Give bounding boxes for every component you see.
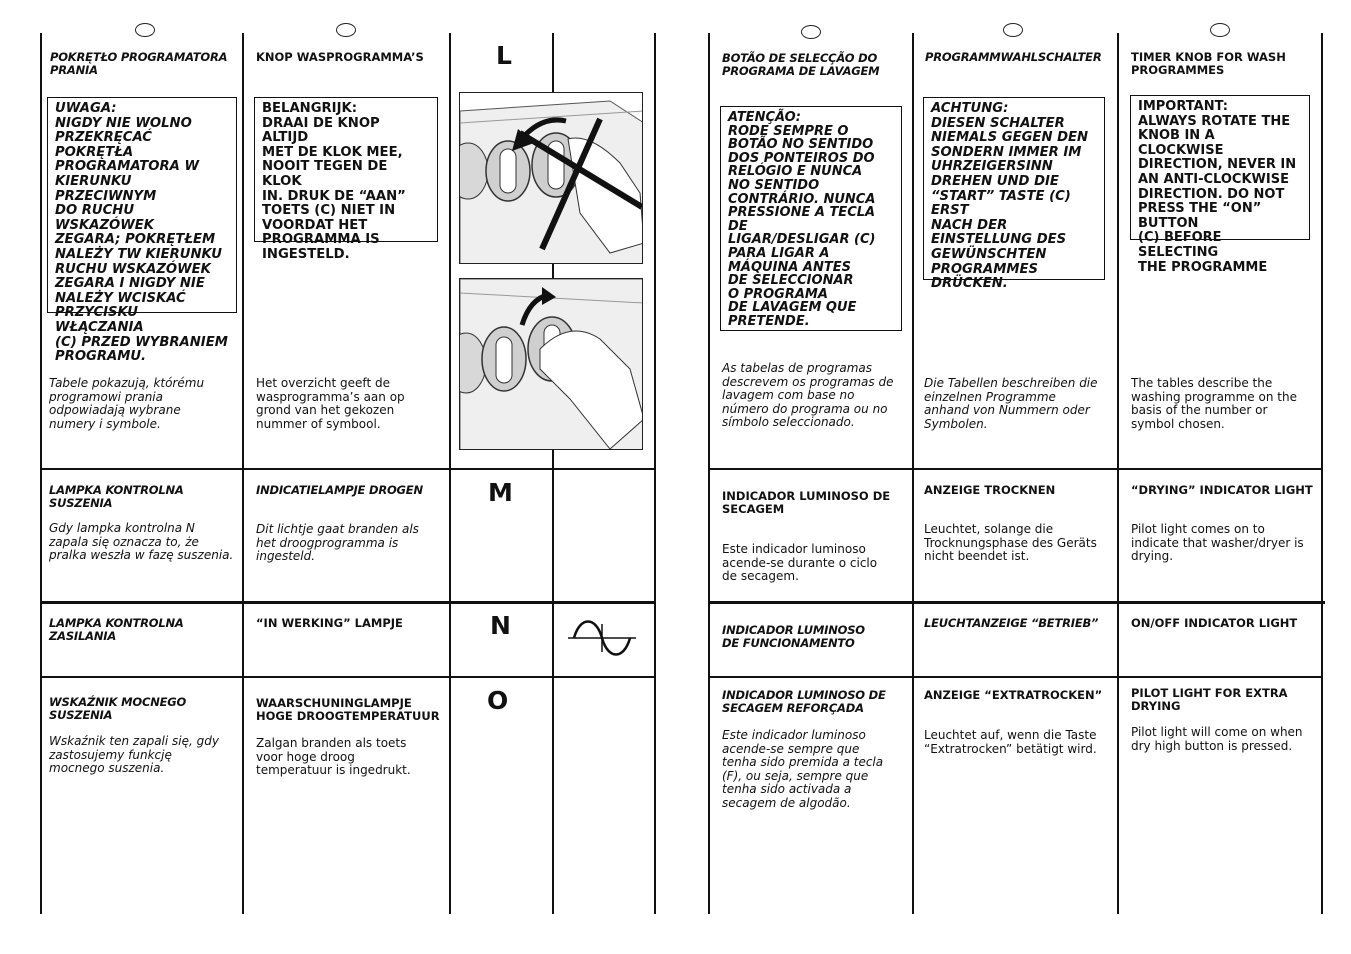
indicator-letter-m: M [488,478,513,507]
right-row-divider-2 [708,601,1325,604]
power-light-title: “IN WERKING” LAMPJE [256,616,403,630]
drying-light-text: Pilot light comes on to indicate that washer/dryer is drying. [1131,522,1304,563]
sine-wave-icon [566,618,638,658]
drying-light-title: “DRYING” INDICATOR LIGHT [1131,483,1313,497]
warning-box: ACHTUNG: DIESEN SCHALTER NIEMALS GEGEN DEN SONDERN IMMER IM UHRZEIGERSINN DREHEN UND DIE “START” TASTE (C) ERST NACH DER EINSTELLUNG DES GEWÜNSCHTEN PROGRAMMES DRÜCKEN. [923,97,1105,280]
right-row-divider-1 [708,468,1323,470]
warning-box: BELANGRIJK: DRAAI DE KNOP ALTIJD MET DE KLOK MEE, NOOIT TEGEN DE KLOK IN. DRUK DE “AAN” TOETS (C) NIET IN VOORDAT HET PROGRAMMA IS INGESTELD. [254,97,438,242]
tables-description: As tabelas de programas descrevem os programas de lavagem com base no número do programa ou no símbolo seleccionado. [722,361,894,429]
left-rule-2 [242,33,244,914]
knob-title: KNOP WASPROGRAMMA’S [256,50,424,64]
right-row-divider-3 [708,676,1323,678]
power-light-title: LEUCHTANZEIGE “BETRIEB” [924,616,1099,630]
indicator-letter-o: O [487,686,509,715]
power-light-title: ON/OFF INDICATOR LIGHT [1131,616,1298,630]
extra-drying-text: Pilot light will come on when dry high button is pressed. [1131,725,1303,753]
extra-drying-title: PILOT LIGHT FOR EXTRA DRYING [1131,686,1288,713]
tables-description: Tabele pokazują, którému programowi prania odpowiadają wybrane numery i symbole. [49,376,205,431]
right-rule-3 [1117,33,1119,914]
left-rule-5 [654,33,656,914]
indicator-letter-l: L [496,41,512,70]
extra-drying-title: INDICADOR LUMINOSO DE SECAGEM REFORÇADA [722,688,886,715]
extra-drying-title: ANZEIGE “EXTRATROCKEN” [924,688,1103,702]
knob-title: TIMER KNOB FOR WASH PROGRAMMES [1131,50,1286,77]
right-rule-1 [708,33,710,914]
language-marker-circle [1210,23,1230,37]
extra-drying-title: WSKAŹNIK MOCNEGO SUSZENIA [49,695,187,722]
extra-drying-text: Este indicador luminoso acende-se sempre que tenha sido premida a tecla (F), ou seja, sempre que tenha sido activada a secagem de algodão. [722,728,884,810]
left-row-divider-2 [40,601,656,604]
extra-drying-text: Leuchtet auf, wenn die Taste “Extratrocken” betätigt wird. [924,728,1097,756]
extra-drying-title: WAARSCHUNINGLAMPJE HOGE DROOGTEMPERATUUR [256,696,440,723]
tables-description: The tables describe the washing programme on the basis of the number or symbol chosen. [1131,376,1297,431]
language-marker-circle [336,23,356,37]
drying-light-text: Este indicador luminoso acende-se durante o ciclo de secagem. [722,542,878,583]
drying-light-title: ANZEIGE TROCKNEN [924,483,1056,497]
language-marker-circle [135,23,155,37]
left-rule-3 [449,33,451,914]
tables-description: Het overzicht geeft de wasprogramma’s aan op grond van het gekozen nummer of symbool. [256,376,405,431]
tables-description: Die Tabellen beschreiben die einzelnen Programme anhand von Nummern oder Symbolen. [924,376,1098,431]
knob-wrong-direction-figure [459,92,643,264]
drying-light-text: Gdy lampka kontrolna N zapala się oznacza to, że pralka weszła w fazę suszenia. [49,521,234,562]
drying-light-text: Leuchtet, solange die Trocknungsphase des Geräts nicht beendet ist. [924,522,1097,563]
knob-title: POKRĘTŁO PROGRAMATORA PRANIA [50,50,228,77]
knob-correct-direction-figure [459,278,643,450]
left-row-divider-3 [40,676,656,678]
drying-light-title: INDICADOR LUMINOSO DE SECAGEM [722,489,891,516]
warning-box: UWAGA: NIGDY NIE WOLNO PRZEKRĘCAĆ POKRĘTŁA PROGRAMATORA W KIERUNKU PRZECIWNYM DO RUCHU WSKAZÓWEK ZEGARA; POKRĘTŁEM NALEŻY TW KIERUNKU RUCHU WSKAZÓWEK ZEGARA I NIGDY NIE NALEŻY WCISKAĆ PRZYCISKU WŁĄCZANIA (C) PRZED WYBRANIEM PROGRAMU. [47,97,237,313]
warning-box: IMPORTANT: ALWAYS ROTATE THE KNOB IN A CLOCKWISE DIRECTION, NEVER IN AN ANTI-CLOCKWISE DIRECTION. DO NOT PRESS THE “ON” BUTTON (C) BEFORE SELECTING THE PROGRAMME [1130,95,1310,240]
left-row-divider-1 [40,468,656,470]
language-marker-circle [801,25,821,39]
left-rule-1 [40,33,42,914]
drying-light-text: Dit lichtje gaat branden als het droogprogramma is ingesteld. [256,522,419,563]
power-light-title: INDICADOR LUMINOSO DE FUNCIONAMENTO [722,623,865,650]
warning-box: ATENÇÃO: RODE SEMPRE O BOTÃO NO SENTIDO DOS PONTEIROS DO RELÓGIO E NUNCA NO SENTIDO CONTRÁRIO. NUNCA PRESSIONE A TECLA DE LIGAR/DESLIGAR (C) PARA LIGAR A MÁQUINA ANTES DE SELECCIONAR O PROGRAMA DE LAVAGEM QUE PRETENDE. [720,106,902,331]
drying-light-title: INDICATIELAMPJE DROGEN [256,483,423,497]
extra-drying-text: Wskaźnik ten zapali się, gdy zastosujemy funkcję mocnego suszenia. [49,734,219,775]
right-rule-4 [1321,33,1323,914]
right-rule-2 [912,33,914,914]
knob-title: BOTÃO DE SELECÇÃO DO PROGRAMA DE LAVAGEM [722,51,880,78]
extra-drying-text: Zalgan branden als toets voor hoge droog temperatuur is ingedrukt. [256,736,411,777]
knob-title: PROGRAMMWAHLSCHALTER [925,50,1102,64]
power-light-title: LAMPKA KONTROLNA ZASILANIA [49,616,184,643]
drying-light-title: LAMPKA KONTROLNA SUSZENIA [49,483,184,510]
language-marker-circle [1003,23,1023,37]
indicator-letter-n: N [490,611,511,640]
